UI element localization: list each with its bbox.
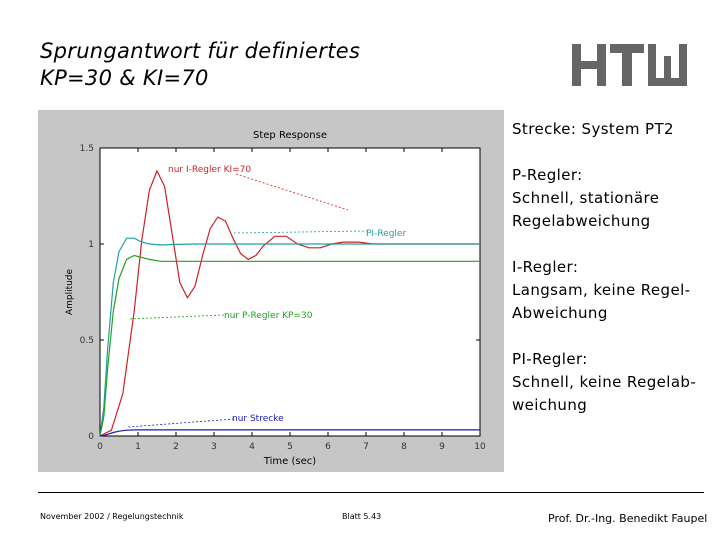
x-tick-label: 6 <box>325 442 331 452</box>
htw-logo <box>570 40 690 90</box>
footer-course: November 2002 / Regelungstechnik <box>40 512 184 521</box>
step-response-figure <box>38 110 504 472</box>
x-tick-label: 2 <box>173 442 179 452</box>
series-label-0: nur I-Regler KI=70 <box>168 165 252 175</box>
notes-panel <box>512 118 712 440</box>
note-line: Schnell, keine Regelab- <box>512 373 697 391</box>
x-axis-label: Time (sec) <box>263 456 317 467</box>
x-tick-label: 9 <box>439 442 445 452</box>
note-line: Langsam, keine Regel- <box>512 281 691 299</box>
footer-author: Prof. Dr.-Ing. Benedikt Faupel <box>548 512 708 525</box>
slide-title <box>40 38 360 92</box>
y-tick-label: 0.5 <box>79 336 94 346</box>
series-label-2: nur P-Regler KP=30 <box>224 311 313 321</box>
x-tick-label: 7 <box>363 442 369 452</box>
x-tick-label: 1 <box>135 442 141 452</box>
note-pi-regler <box>512 348 712 417</box>
note-line: Abweichung <box>512 304 608 322</box>
note-line: Strecke: System PT2 <box>512 120 674 138</box>
y-axis-label: Amplitude <box>65 268 75 316</box>
x-tick-label: 4 <box>249 442 255 452</box>
y-tick-label: 0 <box>88 432 94 442</box>
slide-title-line-1: Sprungantwort für definiertes <box>40 39 361 63</box>
chart-title: Step Response <box>253 130 327 141</box>
note-strecke <box>512 118 712 141</box>
note-i-regler <box>512 256 712 325</box>
series-label-1: PI-Regler <box>366 229 407 239</box>
note-line: I-Regler: <box>512 258 579 276</box>
x-tick-label: 3 <box>211 442 217 452</box>
x-tick-label: 10 <box>474 442 486 452</box>
step-response-chart <box>38 110 504 472</box>
note-line: Schnell, stationäre <box>512 189 660 207</box>
note-p-regler <box>512 164 712 233</box>
x-tick-label: 0 <box>97 442 103 452</box>
y-tick-label: 1.5 <box>79 144 94 154</box>
series-label-3: nur Strecke <box>232 414 284 424</box>
slide-title-line-2: KP=30 & KI=70 <box>40 66 209 90</box>
footer-page: Blatt 5.43 <box>342 512 382 521</box>
y-tick-label: 1 <box>88 240 94 250</box>
footer-divider <box>38 492 704 493</box>
note-line: P-Regler: <box>512 166 583 184</box>
note-line: PI-Regler: <box>512 350 588 368</box>
note-line: Regelabweichung <box>512 212 651 230</box>
note-line: weichung <box>512 396 588 414</box>
x-tick-label: 5 <box>287 442 293 452</box>
x-tick-label: 8 <box>401 442 407 452</box>
